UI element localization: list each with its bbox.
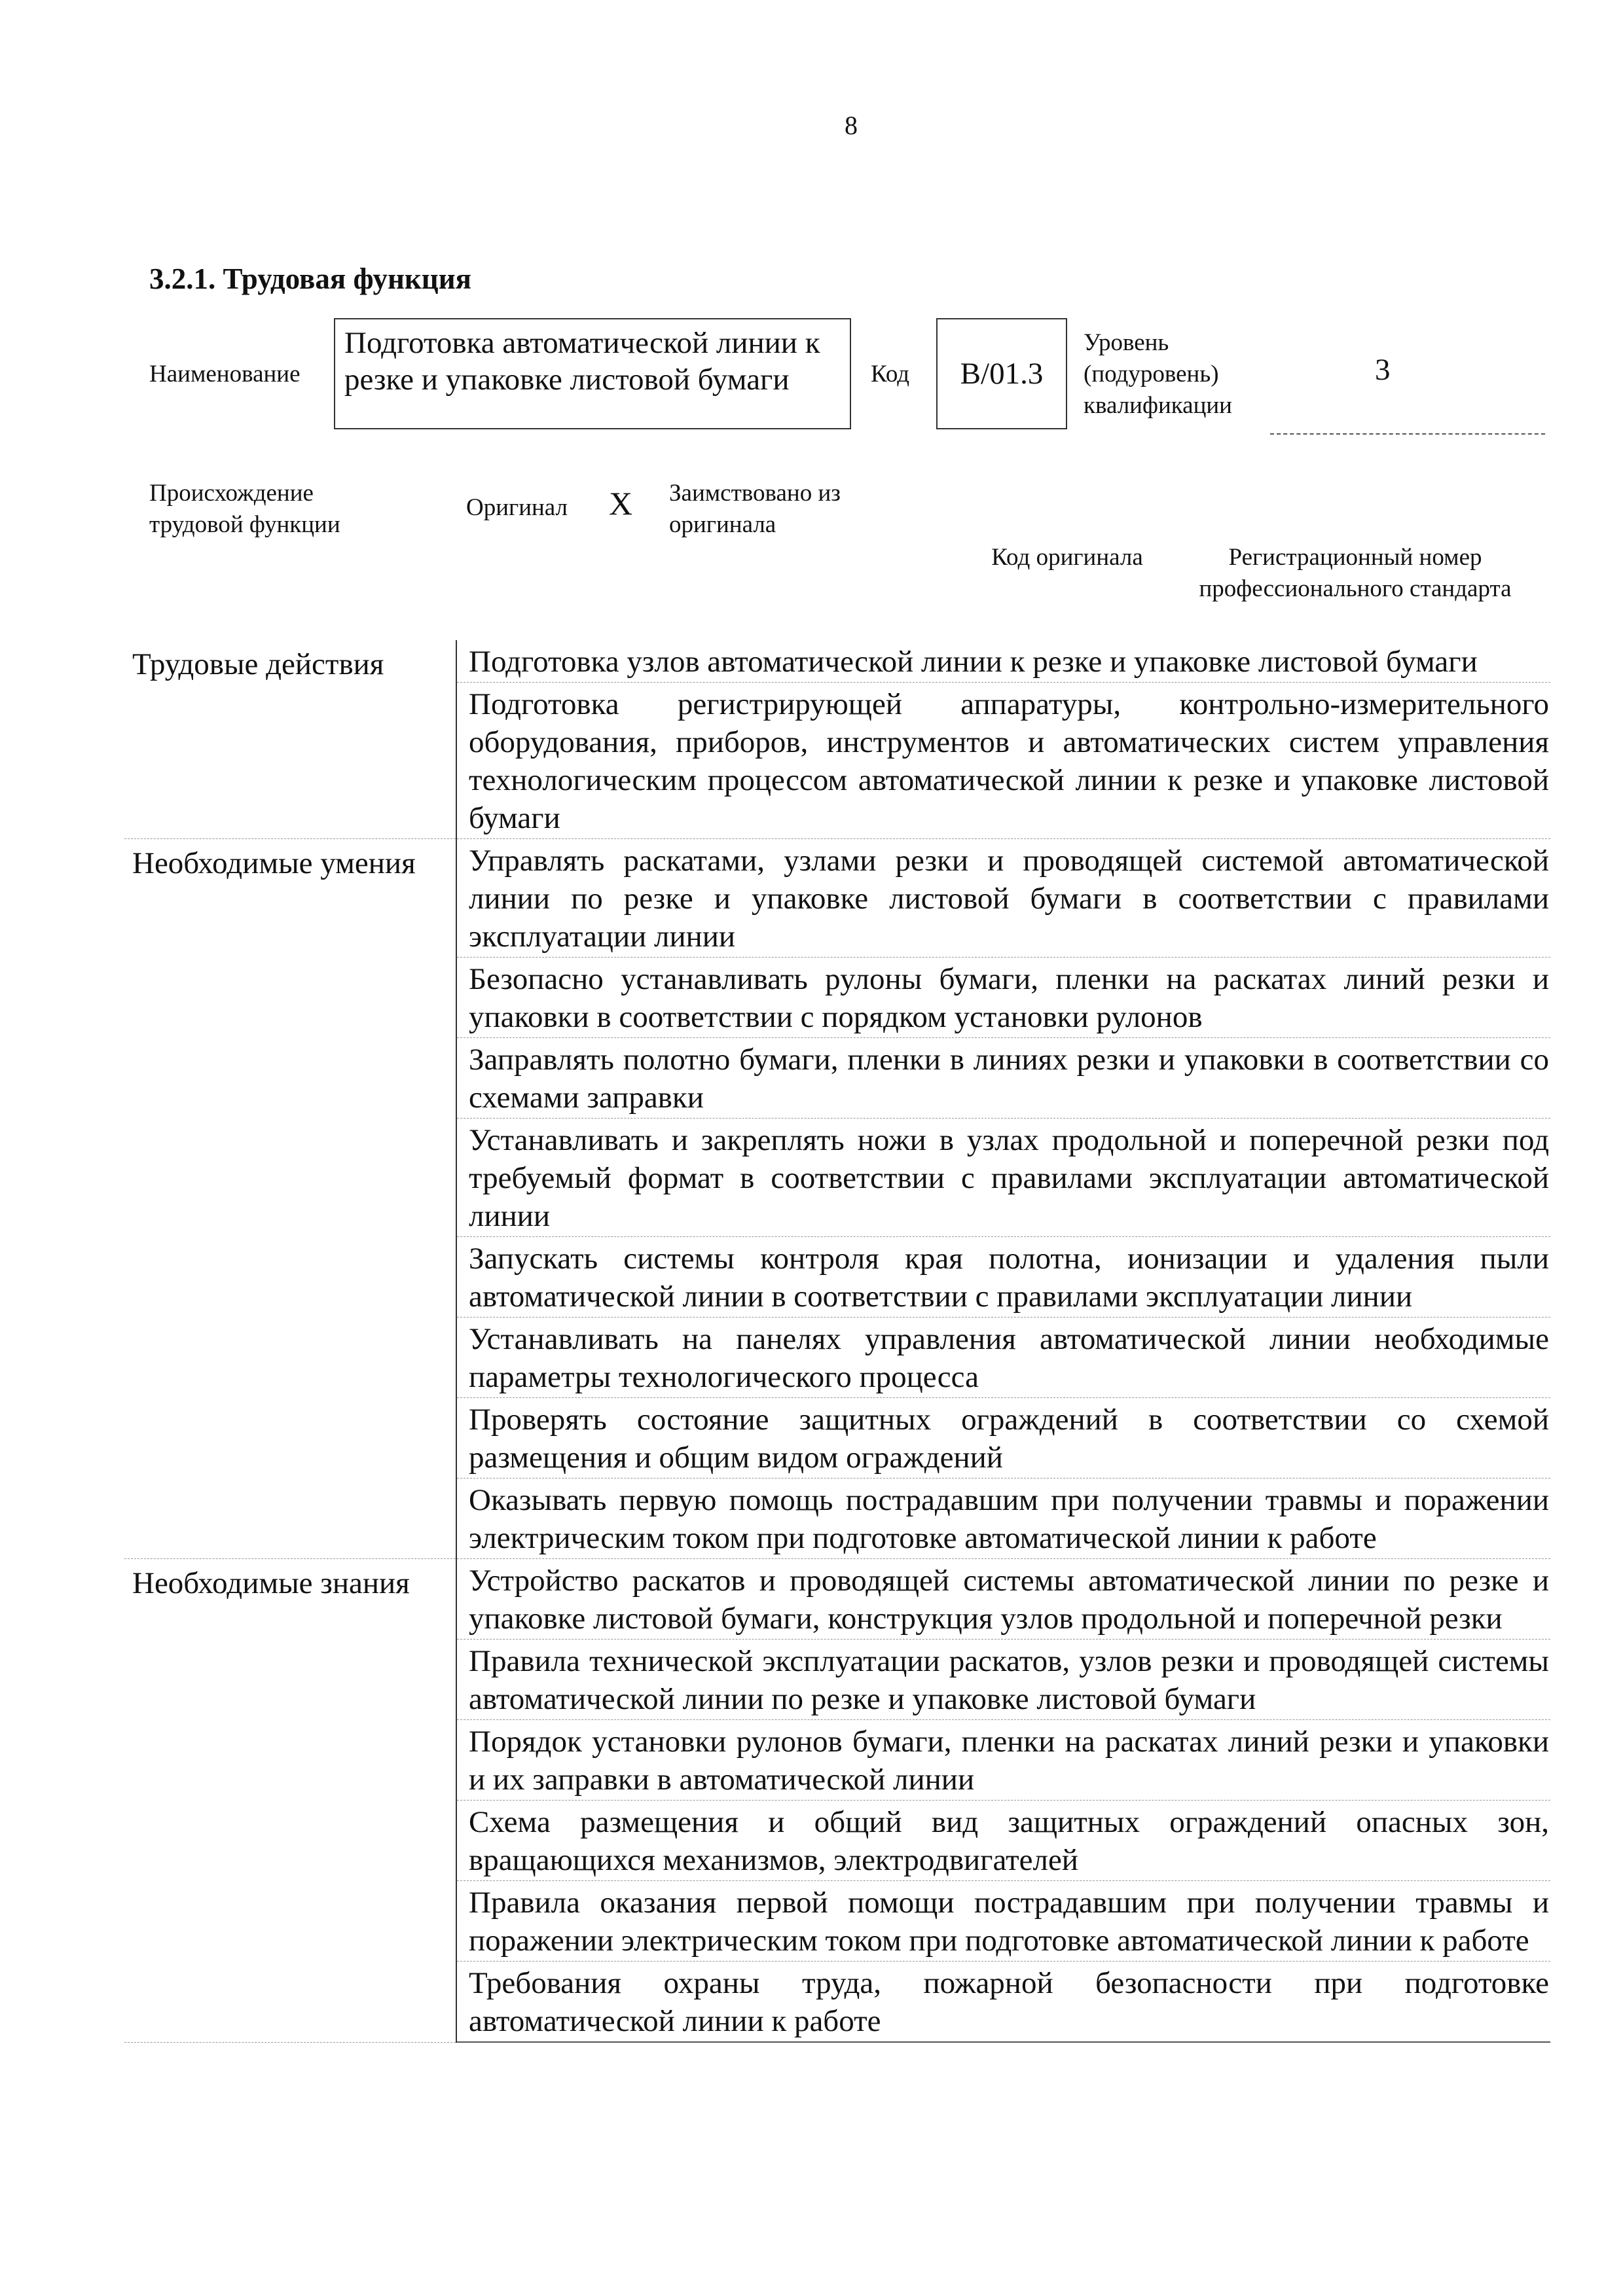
- reg-number-label: Регистрационный номер профессионального стандарта: [1199, 544, 1512, 603]
- skills-label: Необходимые умения: [124, 839, 456, 1559]
- level-underline: [1270, 433, 1545, 435]
- list-item: Правила оказания первой помощи пострадавшим при получении травмы и поражении электрическим током при подготовке автоматической линии к работе: [456, 1881, 1550, 1962]
- list-item: Устанавливать и закреплять ножи в узлах продольной и поперечной резки под требуемый формат в соответствии с правилами эксплуатации автоматической линии: [456, 1119, 1550, 1237]
- knowledge-label: Необходимые знания: [124, 1559, 456, 2043]
- list-item: Безопасно устанавливать рулоны бумаги, пленки на раскатах линий резки и упаковки в соответствии с порядком установки рулонов: [456, 958, 1550, 1038]
- list-item: Запускать системы контроля края полотна, ионизации и удаления пыли автоматической линии в соответствии с правилами эксплуатации линии: [456, 1237, 1550, 1318]
- list-item: Подготовка регистрирующей аппаратуры, контрольно-измерительного оборудования, приборов, инструментов и автоматических систем управления технологическим процессом автоматической линии к резке и упаковке листовой бумаги: [456, 683, 1550, 839]
- name-label: Наименование: [149, 361, 301, 387]
- level-value: 3: [1375, 353, 1391, 387]
- code-value: B/01.3: [960, 357, 1044, 391]
- list-item: Проверять состояние защитных ограждений в соответствии со схемой размещения и общим видом ограждений: [456, 1398, 1550, 1479]
- origin-label: Происхождение трудовой функции: [149, 480, 340, 539]
- code-label: Код: [871, 361, 910, 387]
- list-item: Схема размещения и общий вид защитных ограждений опасных зон, вращающихся механизмов, электродвигателей: [456, 1801, 1550, 1881]
- list-item: Устанавливать на панелях управления автоматической линии необходимые параметры технологического процесса: [456, 1318, 1550, 1398]
- list-item: Заправлять полотно бумаги, пленки в линиях резки и упаковки в соответствии со схемами заправки: [456, 1038, 1550, 1119]
- actions-label: Трудовые действия: [124, 640, 456, 839]
- list-item: Требования охраны труда, пожарной безопасности при подготовке автоматической линии к работе: [456, 1962, 1550, 2043]
- code-original-label: Код оригинала: [991, 544, 1143, 571]
- table-row: [124, 839, 1550, 958]
- list-item: Оказывать первую помощь пострадавшим при получении травмы и поражении электрическим током при подготовке автоматической линии к работе: [456, 1479, 1550, 1559]
- list-item: Управлять раскатами, узлами резки и проводящей системой автоматической линии по резке и упаковке листовой бумаги в соответствии с правилами эксплуатации линии: [456, 839, 1550, 958]
- list-item: Правила технической эксплуатации раскатов, узлов резки и проводящей системы автоматической линии по резке и упаковке листовой бумаги: [456, 1640, 1550, 1720]
- original-mark: X: [609, 485, 633, 522]
- level-label: Уровень (подуровень) квалификации: [1084, 329, 1232, 420]
- table-row: [124, 1559, 1550, 1640]
- table-row: [124, 640, 1550, 683]
- function-name-box: Подготовка автоматической линии к резке и упаковке листовой бумаги: [334, 318, 851, 429]
- borrowed-label: Заимствовано из оригинала: [669, 480, 841, 539]
- list-item: Подготовка узлов автоматической линии к резке и упаковке листовой бумаги: [456, 640, 1550, 683]
- page-number: 8: [845, 111, 858, 140]
- list-item: Устройство раскатов и проводящей системы автоматической линии по резке и упаковке листовой бумаги, конструкция узлов продольной и поперечной резки: [456, 1559, 1550, 1640]
- section-title: 3.2.1. Трудовая функция: [149, 262, 472, 295]
- list-item: Порядок установки рулонов бумаги, пленки на раскатах линий резки и упаковки и их заправки в автоматической линии: [456, 1720, 1550, 1801]
- original-label: Оригинал: [466, 494, 568, 521]
- code-box: [936, 318, 1067, 429]
- function-table: [124, 640, 1550, 2043]
